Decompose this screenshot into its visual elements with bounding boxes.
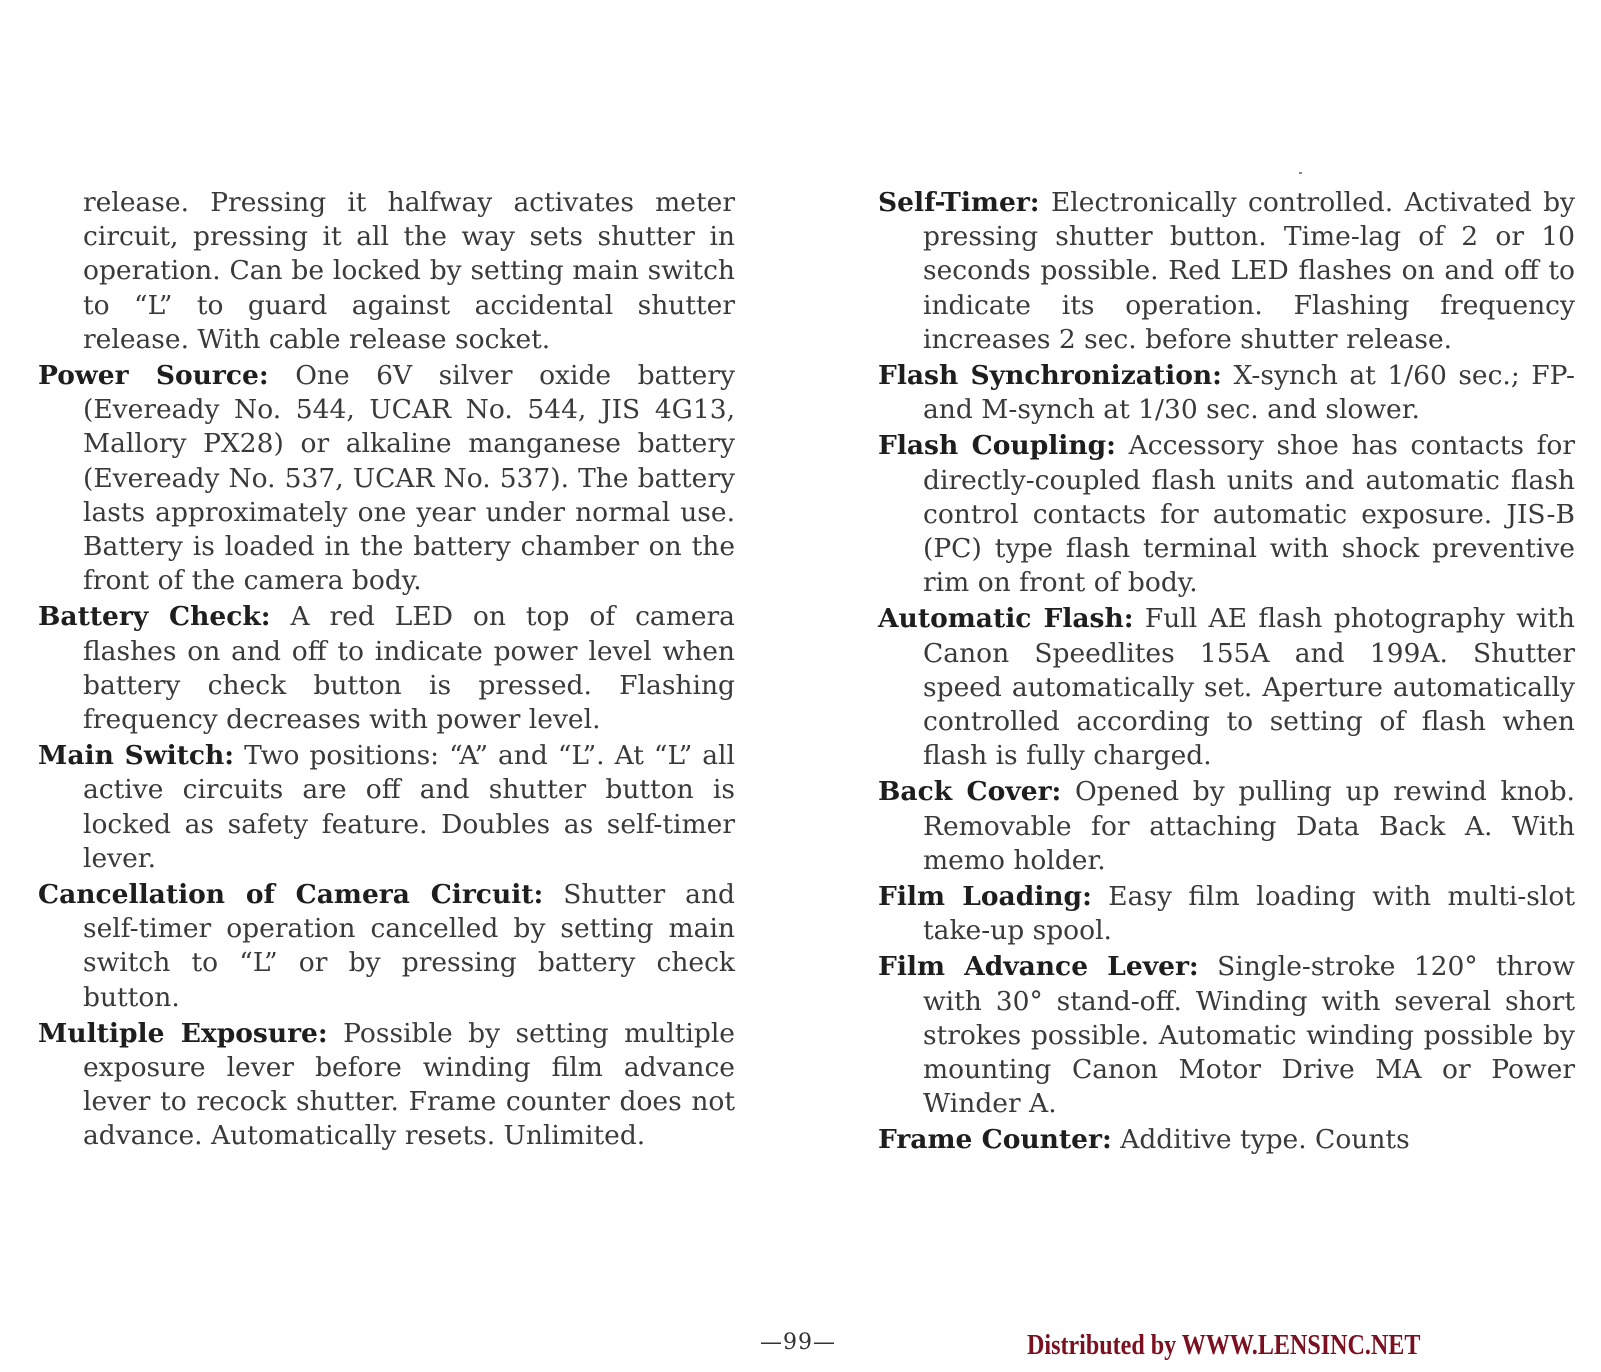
spec-entry-film-loading [878,880,1575,948]
spec-entry-frame-counter [878,1123,1575,1157]
spec-description: Opened by pulling up rewind knob. Removable for attaching Data Back A. With memo holder. [923,776,1575,876]
spec-description: Shutter and self-timer operation cancelled by setting main switch to “L” or by pressing battery check button. [83,879,735,1013]
left-column [38,186,735,1156]
spec-term: Flash Synchronization: [878,360,1222,392]
spec-description: Easy film loading with multi-slot take-up spool. [923,881,1575,947]
spec-description: Electronically controlled. Activated by pressing shutter button. Time-lag of 2 or 10 seconds possible. Red LED flashes on and off to indicate its operation. Flashing frequency increases 2 sec. before shutter release. [923,187,1575,355]
spec-entry-back-cover [878,775,1575,878]
spec-term: Multiple Exposure: [38,1017,328,1049]
spec-description: Full AE flash photography with Canon Speedlites 155A and 199A. Shutter speed automatically set. Aperture automatically controlled according to setting of flash when flash is fully charged. [923,603,1575,772]
spec-entry-flash-coupling [878,429,1575,600]
spec-entry-main-switch [38,739,735,876]
continuation-text: release. Pressing it halfway activates meter circuit, pressing it all the way sets shutter in operation. Can be locked by setting main switch to “L” to guard against accidental shutter release. With cable release socket. [83,187,735,355]
distributor-credit: Distributed by WWW.LENSINC.NET [1027,1330,1421,1361]
spec-term: Frame Counter: [878,1124,1112,1156]
spec-entry-film-advance-lever [878,950,1575,1121]
spec-description: Additive type. Counts [1120,1124,1410,1156]
spec-term: Self-Timer: [878,187,1040,218]
spec-description: One 6V silver oxide battery (Eveready No. 544, UCAR No. 544, JIS 4G13, Mallory PX28) or alkaline manganese battery (Eveready No. 537, UCAR No. 537). The battery lasts approximately one year under normal use. Battery is loaded in the battery chamber on the front of the camera body. [83,360,735,597]
spec-term: Automatic Flash: [878,603,1134,635]
spec-term: Cancellation of Camera Circuit: [38,879,544,911]
spec-term: Battery Check: [38,601,271,633]
spec-description: A red LED on top of camera flashes on and off to indicate power level when battery check button is pressed. Flashing frequency decreases with power level. [83,601,735,736]
spec-entry-power-source [38,359,735,598]
spec-entry-automatic-flash [878,602,1575,773]
page-number: —99— [760,1330,836,1355]
spec-entry-battery-check [38,600,735,737]
spec-term: Power Source: [38,360,269,392]
spec-term: Film Loading: [878,881,1092,913]
spec-term: Film Advance Lever: [878,951,1199,983]
spec-description: Single-stroke 120° throw with 30° stand-off. Winding with several short strokes possible. Automatic winding possible by mounting Canon Motor Drive MA or Power Winder A. [923,951,1575,1120]
spec-entry-multiple-exposure [38,1017,735,1154]
spec-term: Main Switch: [38,740,235,772]
spec-description: X-synch at 1/60 sec.; FP- and M-synch at 1/30 sec. and slower. [923,360,1575,426]
continuation-paragraph [38,186,735,357]
spec-description: Two positions: “A” and “L”. At “L” all active circuits are off and shutter button is locked as safety feature. Doubles as self-timer lever. [83,740,735,874]
scan-speck [1299,172,1302,174]
spec-entry-self-timer [878,186,1575,357]
spec-description: Possible by setting multiple exposure lever before winding film advance lever to recock shutter. Frame counter does not advance. Automatically resets. Unlimited. [83,1017,735,1152]
spec-term: Back Cover: [878,776,1062,808]
spec-description: Accessory shoe has contacts for directly-coupled flash units and automatic flash control contacts for automatic exposure. JIS-B (PC) type flash terminal with shock preventive rim on front of body. [923,430,1575,599]
spec-entry-cancellation [38,878,735,1015]
right-column [878,186,1575,1160]
spec-entry-flash-sync [878,359,1575,427]
spec-term: Flash Coupling: [878,430,1116,462]
